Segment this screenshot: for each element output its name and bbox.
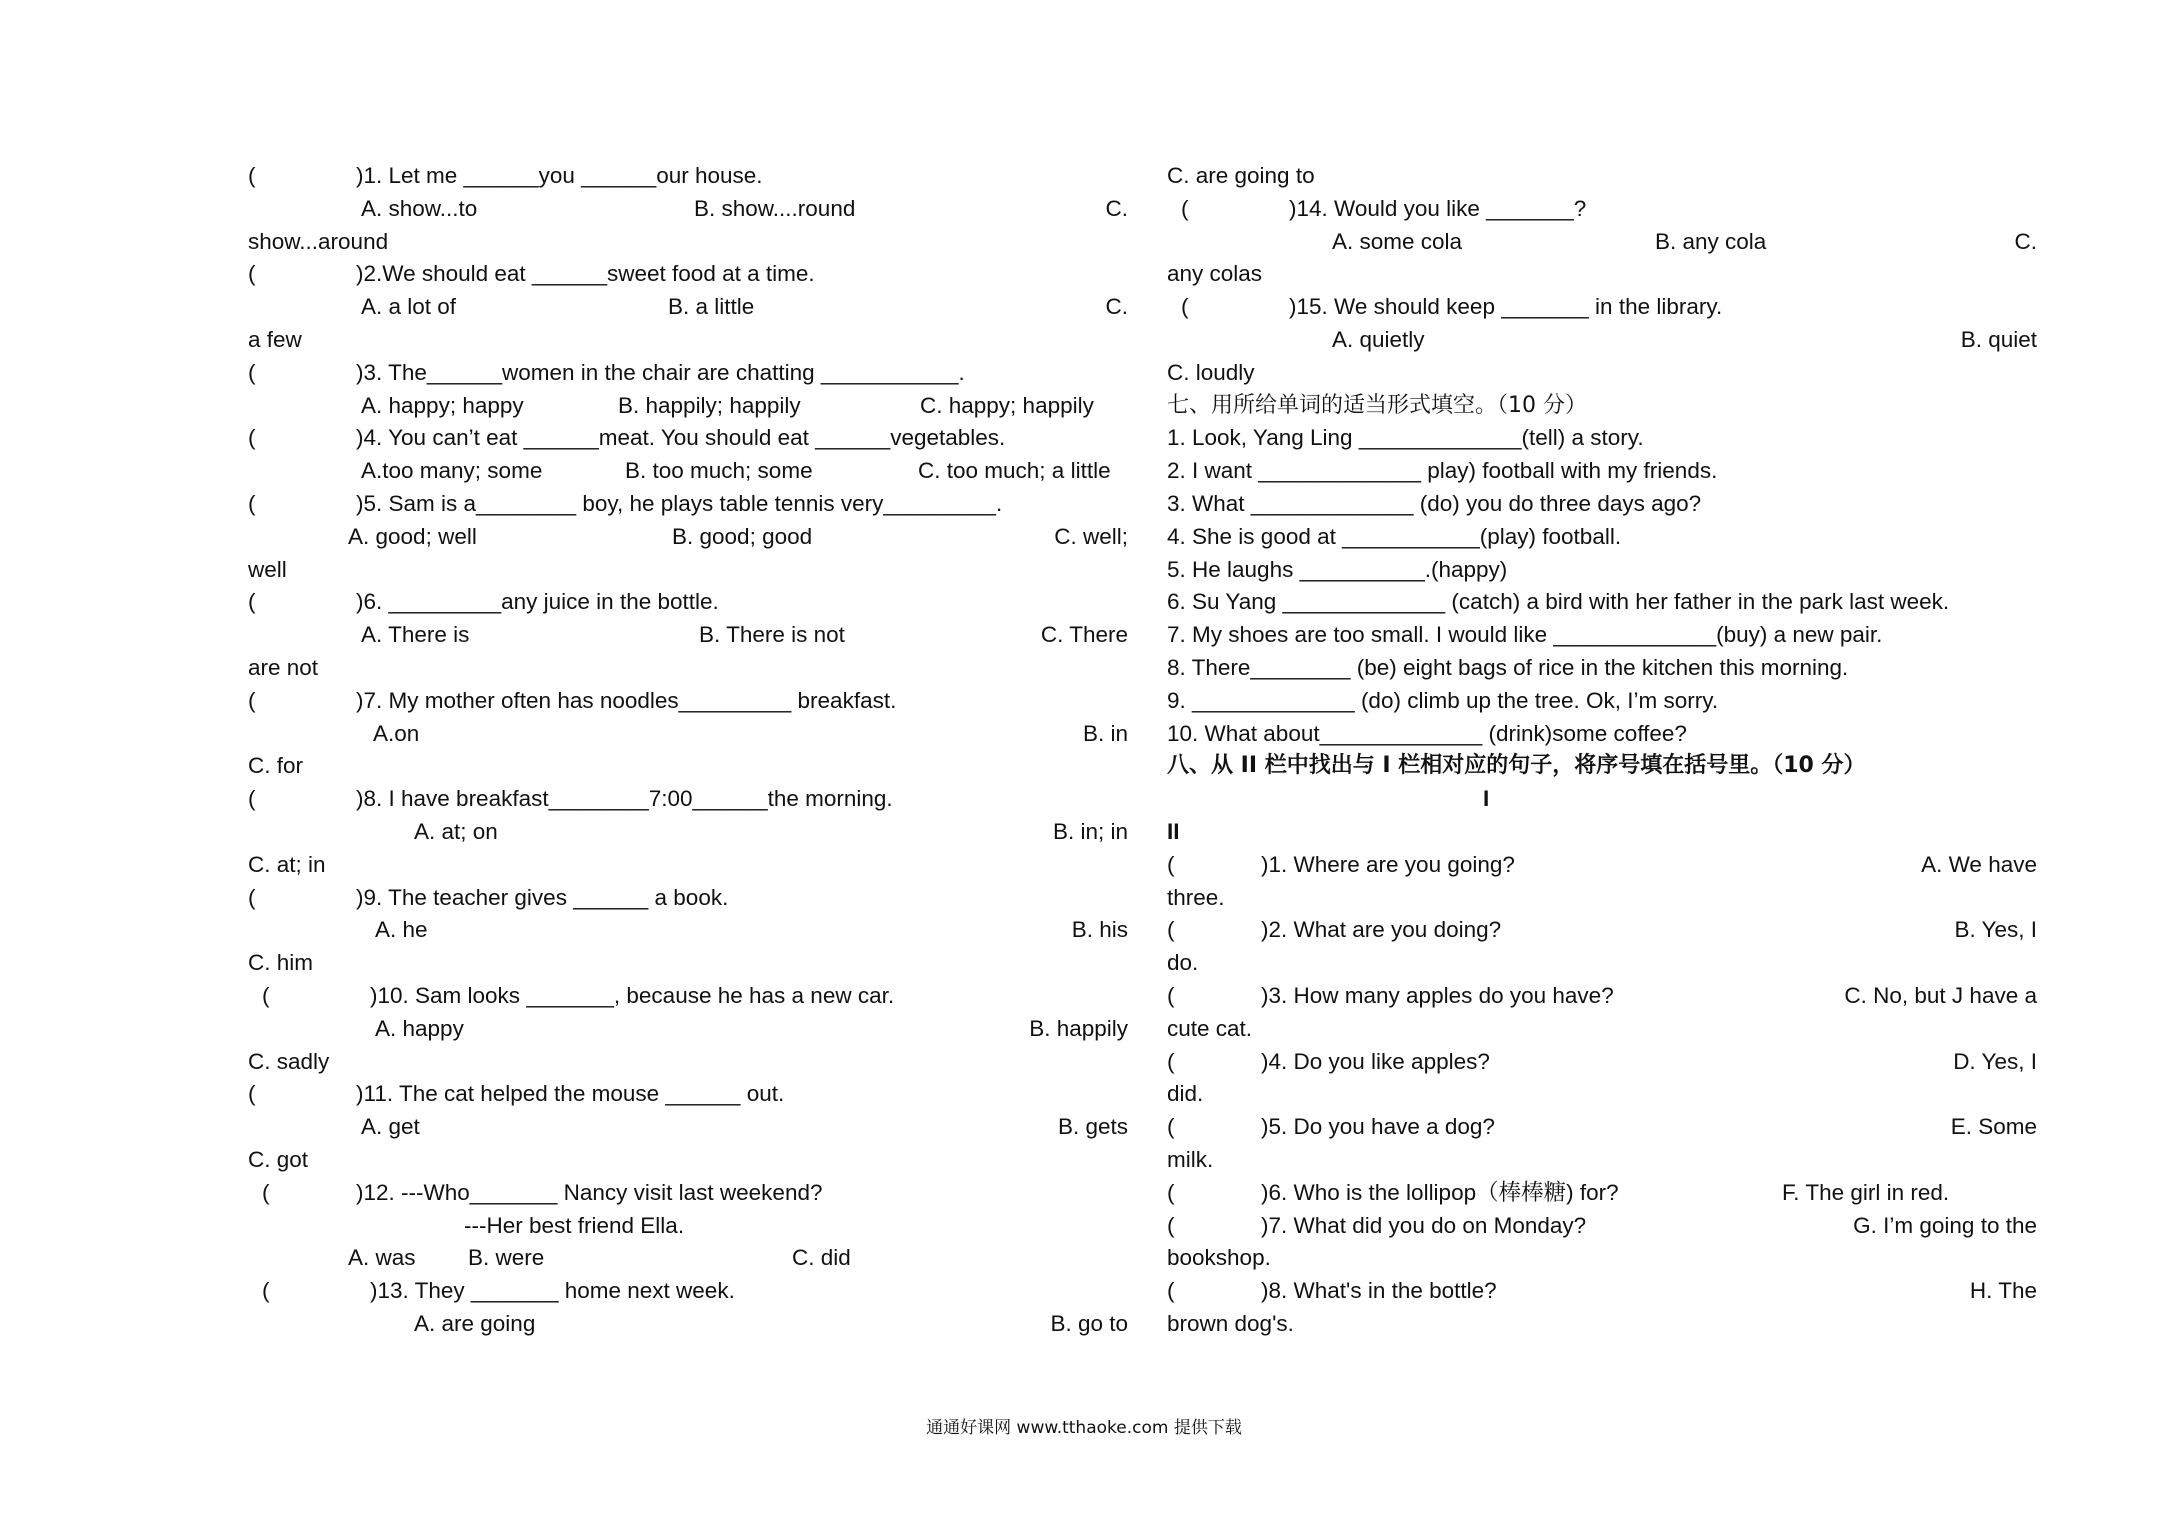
- options-row: [248, 1111, 1128, 1144]
- option-c-cont: well: [248, 556, 287, 582]
- answer-paren: (: [248, 359, 256, 385]
- match-answer-cont: cute cat.: [1167, 1015, 1253, 1041]
- option-c: C. There: [1040, 622, 1128, 648]
- fill-item: [1167, 455, 2037, 488]
- option-c: C.: [1105, 195, 1128, 221]
- match-row: [1167, 914, 2037, 947]
- option-a: A. some cola: [1332, 228, 1463, 254]
- question-row: [248, 685, 1128, 718]
- question-row: [248, 586, 1128, 619]
- match-answer: B. Yes, I: [1954, 917, 2037, 943]
- match-row: [1167, 1177, 2037, 1210]
- match-question: )1. Where are you going?: [1261, 851, 1515, 877]
- option-c-cont: a few: [248, 326, 302, 352]
- options-row: [248, 1013, 1128, 1046]
- option-a: A. quietly: [1332, 326, 1425, 352]
- options-row-cont: [1167, 160, 2037, 193]
- section7-title: 七、用所给单词的适当形式填空。（10 分）: [1167, 392, 1587, 418]
- match-answer: C. No, but J have a: [1844, 982, 2037, 1008]
- answer-paren: (: [262, 982, 270, 1008]
- question-sub-text: ---Her best friend Ella.: [464, 1212, 685, 1238]
- column-header: [1167, 783, 2037, 816]
- match-answer: E. Some: [1950, 1114, 2037, 1140]
- answer-paren: (: [248, 425, 256, 451]
- question-text: )10. Sam looks _______, because he has a new car.: [370, 982, 895, 1008]
- options-row-cont: [248, 1046, 1128, 1079]
- question-row: [248, 980, 1128, 1013]
- match-row: [1167, 849, 2037, 882]
- question-text: )11. The cat helped the mouse ______ out.: [356, 1081, 785, 1107]
- match-row: [1167, 1275, 2037, 1308]
- question-row: [248, 882, 1128, 915]
- question-text: )6. _________any juice in the bottle.: [356, 589, 719, 615]
- section-title: [1167, 750, 2037, 783]
- options-row: [248, 193, 1128, 226]
- fill-item-text: 8. There________ (be) eight bags of rice in the kitchen this morning.: [1167, 654, 1849, 680]
- fill-item: [1167, 554, 2037, 587]
- option-b: B. good; good: [672, 523, 813, 549]
- question-text: )2.We should eat ______sweet food at a time.: [356, 261, 815, 287]
- match-row-cont: [1167, 1078, 2037, 1111]
- options-row-cont: [248, 652, 1128, 685]
- options-row: [248, 1242, 1128, 1275]
- question-text: )7. My mother often has noodles_________ breakfast.: [356, 687, 897, 713]
- fill-item-text: 1. Look, Yang Ling _____________(tell) a story.: [1167, 425, 1644, 451]
- options-row: [248, 619, 1128, 652]
- answer-paren: (: [1167, 851, 1175, 877]
- answer-paren: (: [1181, 294, 1189, 320]
- section8-title: 八、从 II 栏中找出与 I 栏相对应的句子，将序号填在括号里。（10 分）: [1167, 753, 1866, 779]
- option-a: A. was: [348, 1245, 416, 1271]
- match-row: [1167, 1210, 2037, 1243]
- fill-item: [1167, 619, 2037, 652]
- answer-paren: (: [1167, 1212, 1175, 1238]
- answer-paren: (: [1167, 1278, 1175, 1304]
- question-row: [248, 258, 1128, 291]
- match-answer: A. We have: [1921, 851, 2037, 877]
- options-row: [248, 816, 1128, 849]
- options-row: [248, 1308, 1128, 1341]
- option-a: A. good; well: [348, 523, 477, 549]
- match-answer-cont: three.: [1167, 884, 1225, 910]
- options-row: [248, 718, 1128, 751]
- option-c: C.: [2014, 228, 2037, 254]
- options-row: [1167, 324, 2037, 357]
- question-text: )1. Let me ______you ______our house.: [356, 163, 763, 188]
- question-text: )8. I have breakfast________7:00______the morning.: [356, 786, 893, 812]
- options-row-cont: [248, 554, 1128, 587]
- match-answer-cont: did.: [1167, 1081, 1204, 1107]
- option-b: B. in: [1082, 720, 1128, 746]
- option-a: A. happy; happy: [361, 392, 524, 418]
- question-text: )13. They _______ home next week.: [370, 1278, 735, 1304]
- question-row: [248, 357, 1128, 390]
- fill-item: [1167, 718, 2037, 751]
- left-column: [248, 160, 1128, 1341]
- match-question: )2. What are you doing?: [1261, 917, 1502, 943]
- fill-item-text: 5. He laughs __________.(happy): [1167, 556, 1508, 582]
- answer-paren: (: [248, 490, 256, 516]
- match-question: )8. What's in the bottle?: [1261, 1278, 1497, 1304]
- column-i-label: I: [1483, 786, 1490, 812]
- fill-item-text: 9. _____________ (do) climb up the tree. Ok, I’m sorry.: [1167, 687, 1719, 713]
- answer-paren: (: [1167, 1114, 1175, 1140]
- question-text: )5. Sam is a________ boy, he plays table tennis very_________.: [356, 490, 1003, 516]
- match-answer: H. The: [1969, 1278, 2037, 1304]
- option-b: B. his: [1071, 917, 1128, 943]
- option-c: C. for: [248, 753, 304, 779]
- option-b: B. too much; some: [625, 458, 813, 484]
- option-b: B. show....round: [694, 195, 856, 221]
- fill-item-text: 4. She is good at ___________(play) football.: [1167, 523, 1622, 549]
- answer-paren: (: [1167, 917, 1175, 943]
- match-row: [1167, 980, 2037, 1013]
- match-question: )3. How many apples do you have?: [1261, 982, 1614, 1008]
- option-a: A. show...to: [361, 195, 478, 221]
- option-c: C. happy; happily: [920, 392, 1094, 418]
- fill-item-text: 7. My shoes are too small. I would like _____________(buy) a new pair.: [1167, 622, 1883, 648]
- fill-item-text: 3. What _____________ (do) you do three days ago?: [1167, 490, 1702, 516]
- options-row-cont: [248, 849, 1128, 882]
- option-c: C. loudly: [1167, 359, 1255, 385]
- match-row-cont: [1167, 1013, 2037, 1046]
- option-b: B. go to: [1050, 1310, 1128, 1336]
- match-row-cont: [1167, 1242, 2037, 1275]
- match-question: )4. Do you like apples?: [1261, 1048, 1490, 1074]
- column-header: [1167, 816, 2037, 849]
- option-b: B. in; in: [1052, 818, 1128, 844]
- answer-paren: (: [1167, 982, 1175, 1008]
- option-b: B. a little: [668, 294, 755, 320]
- match-row-cont: [1167, 1144, 2037, 1177]
- question-row: [248, 1275, 1128, 1308]
- match-answer: D. Yes, I: [1953, 1048, 2037, 1074]
- question-text: )3. The______women in the chair are chatting ___________.: [356, 359, 965, 385]
- answer-paren: (: [248, 163, 256, 188]
- section-title: [1167, 390, 2037, 423]
- options-row-cont: [248, 324, 1128, 357]
- options-row: [248, 914, 1128, 947]
- option-a: A.too many; some: [361, 458, 543, 484]
- question-row: [248, 1177, 1128, 1210]
- fill-item: [1167, 488, 2037, 521]
- column-ii-label: II: [1167, 818, 1180, 844]
- question-row: [248, 1078, 1128, 1111]
- option-c-cont: any colas: [1167, 261, 1263, 287]
- question-sub: [248, 1210, 1128, 1243]
- option-b: B. happily; happily: [618, 392, 801, 418]
- fill-item-text: 2. I want _____________ play) football with my friends.: [1167, 458, 1718, 484]
- answer-paren: (: [248, 884, 256, 910]
- option-a: A. get: [361, 1114, 420, 1140]
- option-b: B. happily: [1029, 1015, 1128, 1041]
- answer-paren: (: [248, 589, 256, 615]
- match-row: [1167, 1111, 2037, 1144]
- question-text: )4. You can’t eat ______meat. You should eat ______vegetables.: [356, 425, 1006, 451]
- question-text: )15. We should keep _______ in the library.: [1289, 294, 1723, 320]
- answer-paren: (: [248, 687, 256, 713]
- match-answer-cont: bookshop.: [1167, 1245, 1271, 1271]
- fill-item-text: 6. Su Yang _____________ (catch) a bird with her father in the park last week.: [1167, 589, 1950, 615]
- question-text: )9. The teacher gives ______ a book.: [356, 884, 729, 910]
- option-c: C. at; in: [248, 851, 326, 877]
- option-c-cont: are not: [248, 654, 319, 680]
- options-row-cont: [248, 750, 1128, 783]
- match-question: )5. Do you have a dog?: [1261, 1114, 1495, 1140]
- option-b: B. There is not: [699, 622, 845, 648]
- answer-paren: (: [1181, 195, 1189, 221]
- answer-paren: (: [248, 786, 256, 812]
- fill-item: [1167, 685, 2037, 718]
- option-c: C. sadly: [248, 1048, 330, 1074]
- answer-paren: (: [1167, 1048, 1175, 1074]
- option-c: C. are going to: [1167, 163, 1315, 188]
- match-question: )7. What did you do on Monday?: [1261, 1212, 1587, 1238]
- question-row: [248, 783, 1128, 816]
- option-b: B. any cola: [1655, 228, 1767, 254]
- question-row: [248, 422, 1128, 455]
- fill-item: [1167, 422, 2037, 455]
- options-row: [248, 455, 1128, 488]
- options-row: [248, 291, 1128, 324]
- options-row-cont: [1167, 258, 2037, 291]
- options-row-cont: [1167, 357, 2037, 390]
- question-row: [1167, 193, 2037, 226]
- options-row: [248, 390, 1128, 423]
- match-answer-cont: milk.: [1167, 1146, 1214, 1172]
- option-c: C. well;: [1054, 523, 1128, 549]
- option-b: B. were: [468, 1245, 545, 1271]
- match-answer: G. I’m going to the: [1853, 1212, 2037, 1238]
- answer-paren: (: [262, 1179, 270, 1205]
- footer-text: 通通好课网 www.tthaoke.com 提供下载: [926, 1418, 1242, 1438]
- options-row: [248, 521, 1128, 554]
- option-c: C. got: [248, 1146, 309, 1172]
- option-a: A.on: [373, 720, 420, 746]
- option-a: A. a lot of: [361, 294, 457, 320]
- answer-paren: (: [248, 261, 256, 287]
- option-b: B. gets: [1057, 1114, 1128, 1140]
- answer-paren: (: [1167, 1179, 1175, 1205]
- match-answer-cont: brown dog's.: [1167, 1310, 1294, 1336]
- options-row-cont: [248, 947, 1128, 980]
- match-row-cont: [1167, 947, 2037, 980]
- fill-item: [1167, 521, 2037, 554]
- option-a: A. at; on: [414, 818, 498, 844]
- right-column: [1167, 160, 2037, 1341]
- question-text: )12. ---Who_______ Nancy visit last weekend?: [356, 1179, 823, 1205]
- option-c: C.: [1105, 294, 1128, 320]
- answer-paren: (: [262, 1278, 270, 1304]
- match-row-cont: [1167, 1308, 2037, 1341]
- option-b: B. quiet: [1960, 326, 2037, 352]
- option-a: A. are going: [414, 1310, 536, 1336]
- option-c: C. too much; a little: [918, 458, 1111, 484]
- match-question: )6. Who is the lollipop（棒棒糖) for?: [1261, 1179, 1619, 1205]
- answer-paren: (: [248, 1081, 256, 1107]
- match-row-cont: [1167, 882, 2037, 915]
- fill-item: [1167, 652, 2037, 685]
- match-answer-cont: do.: [1167, 950, 1199, 976]
- options-row-cont: [248, 226, 1128, 259]
- question-text: )14. Would you like _______?: [1289, 195, 1587, 221]
- question-row: [248, 160, 1128, 193]
- option-c: C. him: [248, 950, 314, 976]
- match-answer: F. The girl in red.: [1782, 1179, 1950, 1205]
- question-row: [248, 488, 1128, 521]
- option-c: C. did: [792, 1245, 851, 1271]
- option-a: A. he: [375, 917, 428, 943]
- option-a: A. happy: [375, 1015, 464, 1041]
- option-c-cont: show...around: [248, 228, 389, 254]
- options-row-cont: [248, 1144, 1128, 1177]
- option-a: A. There is: [361, 622, 470, 648]
- match-row: [1167, 1046, 2037, 1079]
- options-row: [1167, 226, 2037, 259]
- fill-item-text: 10. What about_____________ (drink)some coffee?: [1167, 720, 1687, 746]
- question-row: [1167, 291, 2037, 324]
- fill-item: [1167, 586, 2037, 619]
